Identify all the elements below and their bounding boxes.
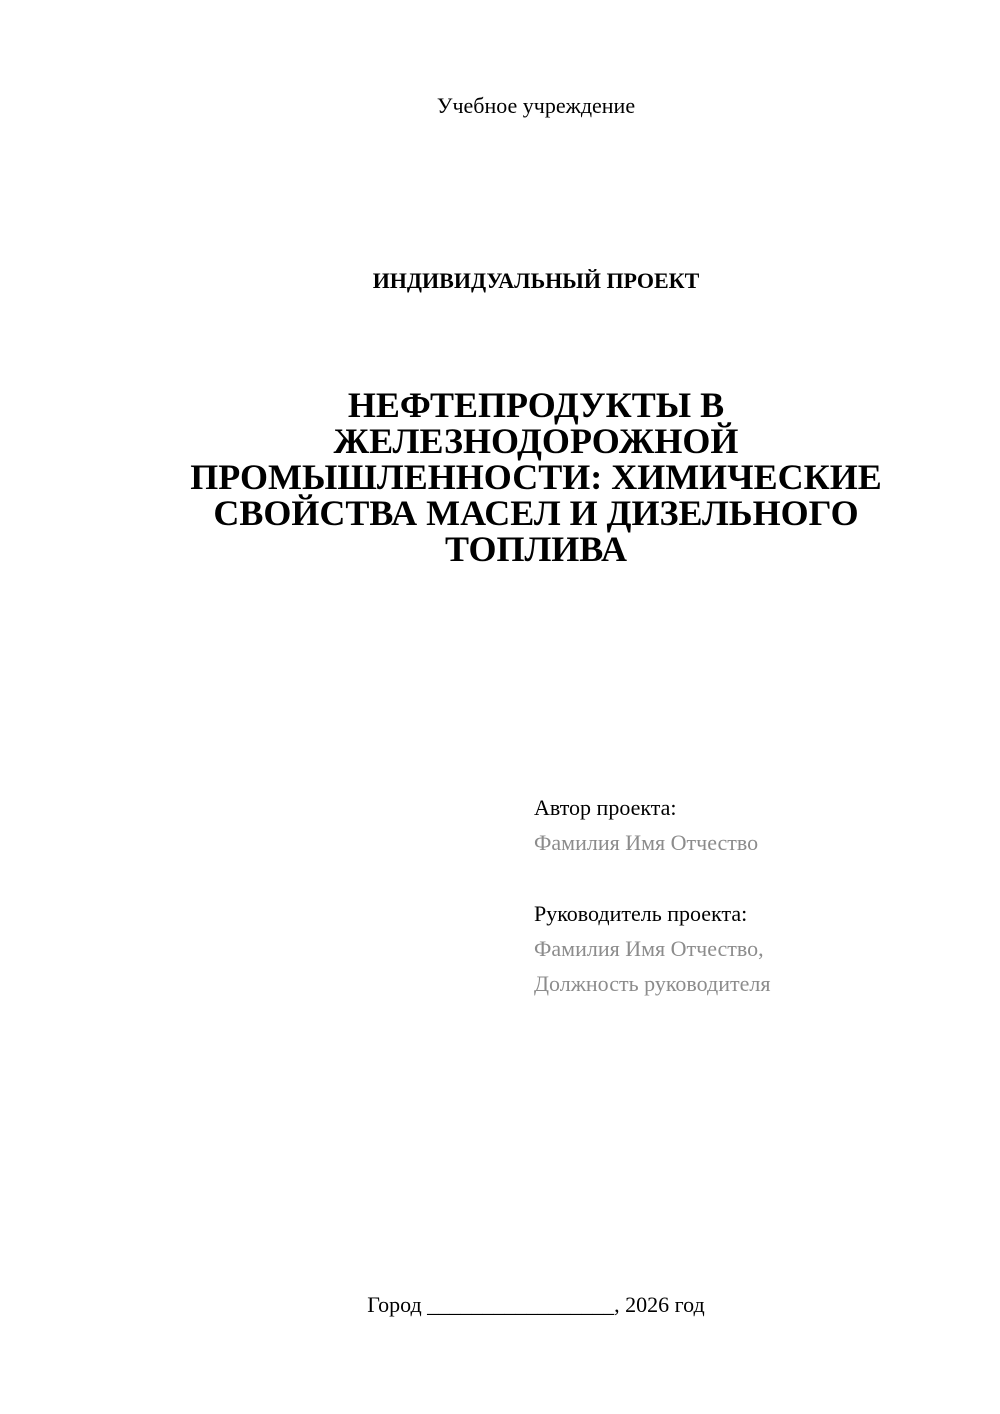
project-title xyxy=(150,387,922,567)
project-people-block xyxy=(534,790,974,1001)
project-type-heading: ИНДИВИДУАЛЬНЫЙ ПРОЕКТ xyxy=(372,268,700,293)
project-title-line: ТОПЛИВА xyxy=(444,529,628,569)
spacer xyxy=(534,860,974,896)
project-title-line: НЕФТЕПРОДУКТЫ В xyxy=(347,385,725,425)
project-title-line: ПРОМЫШЛЕННОСТИ: ХИМИЧЕСКИЕ xyxy=(190,457,882,497)
author-label: Автор проекта: xyxy=(534,795,677,820)
supervisor-name: Фамилия Имя Отчество, xyxy=(534,936,764,961)
supervisor-label: Руководитель проекта: xyxy=(534,901,748,926)
supervisor-position: Должность руководителя xyxy=(534,971,771,996)
project-title-line: СВОЙСТВА МАСЕЛ И ДИЗЕЛЬНОГО xyxy=(213,493,859,533)
author-name: Фамилия Имя Отчество xyxy=(534,830,759,855)
city-year-line: Город _________________, 2026 год xyxy=(367,1292,705,1317)
project-title-line: ЖЕЛЕЗНОДОРОЖНОЙ xyxy=(333,421,739,461)
institution-name: Учебное учреждение xyxy=(436,93,636,118)
